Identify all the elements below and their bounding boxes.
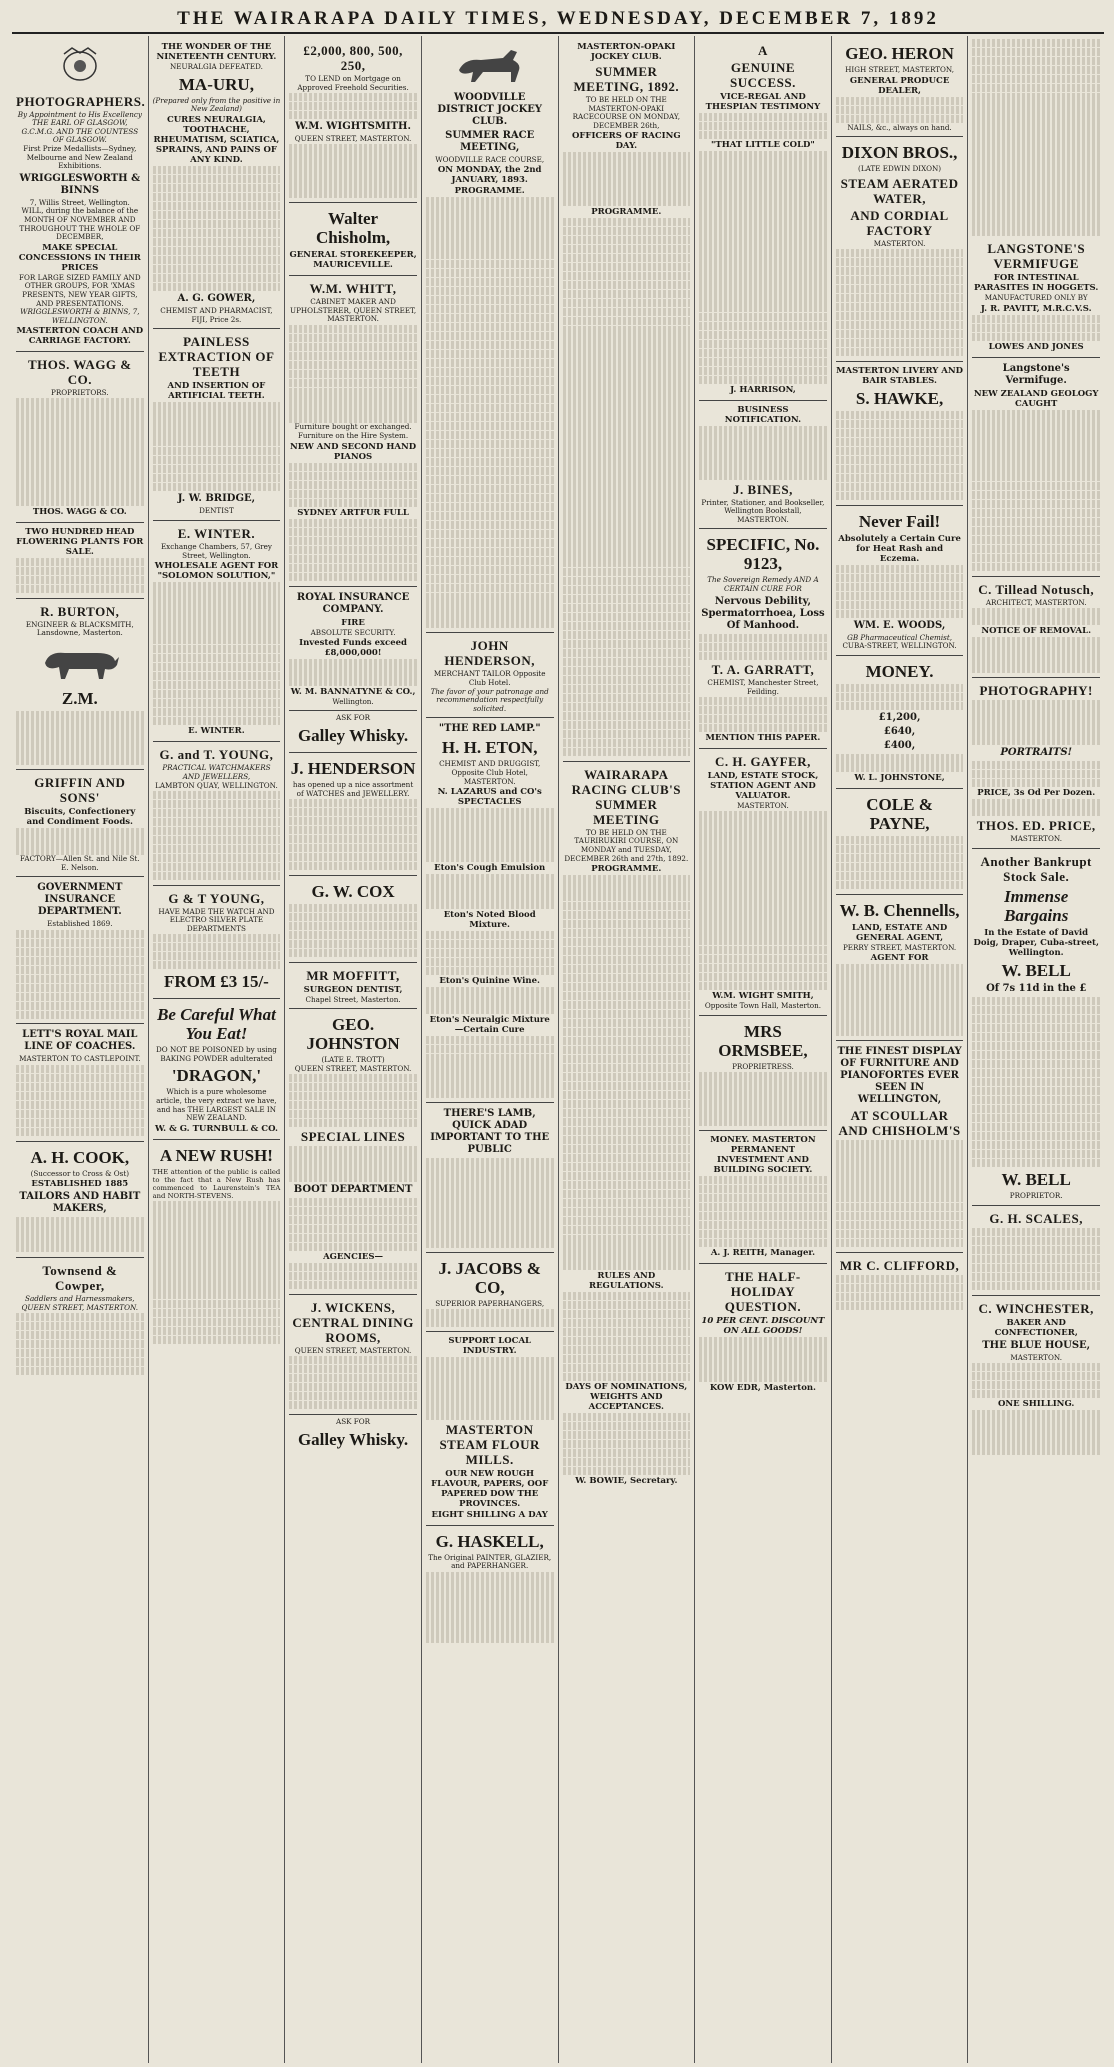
- ad-signature: THOS. WAGG & CO.: [32, 506, 127, 517]
- ad-text: ABSOLUTE SECURITY.: [310, 627, 396, 637]
- ad-langstone: [972, 236, 1100, 358]
- ad-title: A. H. COOK,: [30, 1147, 130, 1167]
- ad-young: [153, 742, 281, 885]
- ad-scales: [972, 1206, 1100, 1296]
- ad-text: Wellington.: [332, 696, 374, 706]
- ad-government-insurance: [16, 877, 144, 1024]
- ad-townsend: [16, 1258, 144, 1380]
- ad-subtitle: AGENT FOR: [870, 953, 929, 964]
- ad-title: AT SCOULLAR AND CHISHOLM'S: [838, 1108, 961, 1139]
- ad-title: TWO HUNDRED HEAD FLOWERING PLANTS FOR SALE.: [16, 526, 144, 557]
- ad-title: G. H. SCALES,: [989, 1210, 1083, 1226]
- ad-subtitle: LAND, ESTATE STOCK, STATION AGENT AND VALUATOR.: [707, 771, 819, 802]
- ad-flour-mills: [426, 1332, 554, 1525]
- ad-subtitle: Eton's Neuralgic Mixture—Certain Cure: [429, 1014, 550, 1035]
- ad-text: Furniture on the Hire System.: [297, 431, 409, 441]
- ad-eton: [426, 718, 554, 1103]
- ad-subtitle: DAYS OF NOMINATIONS, WEIGHTS AND ACCEPTANCES.: [565, 1382, 688, 1413]
- ad-money-lend: [289, 38, 417, 203]
- ad-griffin: [16, 770, 144, 877]
- ad-title: WOODVILLE DISTRICT JOCKEY CLUB.: [437, 91, 543, 127]
- column-6: [695, 36, 832, 2063]
- ad-text: ARCHITECT, MASTERTON.: [985, 597, 1087, 607]
- ad-subtitle: OFFICERS OF RACING DAY.: [571, 131, 681, 152]
- ad-photography: [972, 678, 1100, 849]
- ad-subtitle: WHOLESALE AGENT FOR "SOLOMON SOLUTION,": [154, 561, 279, 582]
- ad-text: The favor of your patronage and recommendation respectfully solicited.: [430, 686, 549, 713]
- ad-money: [836, 656, 964, 789]
- ad-signature: A. G. GOWER,: [177, 292, 256, 304]
- ad-lett-coaches: [16, 1024, 144, 1141]
- column-8: [968, 36, 1104, 2063]
- ad-title: MR C. CLIFFORD,: [839, 1258, 960, 1273]
- ad-title: J. BINES,: [733, 481, 793, 497]
- ad-langstone-testimonials: [972, 358, 1100, 577]
- ad-title: SPECIFIC, No. 9123,: [706, 535, 820, 574]
- ad-specific: [699, 529, 827, 749]
- ad-text: (Prepared only from the positive in New Zealand): [152, 95, 281, 114]
- ad-subtitle: TAILORS AND HABIT MAKERS,: [19, 1191, 141, 1215]
- ad-text: HIGH STREET, MASTERTON,: [845, 65, 955, 74]
- ad-signature: W. & G. TURNBULL & CO.: [154, 1123, 278, 1134]
- ad-cole-payne: [836, 789, 964, 895]
- ad-text: MASTERTON.: [1010, 1352, 1062, 1362]
- ad-text: Chapel Street, Masterton.: [305, 994, 401, 1004]
- ad-text: MANUFACTURED ONLY BY: [984, 293, 1088, 303]
- ad-subtitle: RULES AND REGULATIONS.: [589, 1270, 664, 1291]
- ad-ormsbee: [699, 1016, 827, 1131]
- ad-amount: £1,200,: [878, 712, 921, 724]
- ad-title: G. HASKELL,: [435, 1531, 544, 1551]
- ad-text: WILL, during the balance of the MONTH OF NOVEMBER AND THROUGHOUT THE WHOLE OF DECEMBER,: [19, 206, 141, 242]
- ad-title: MASTERTON STEAM FLOUR MILLS.: [439, 1421, 540, 1467]
- ad-subtitle: GENERAL STOREKEEPER, MAURICEVILLE.: [289, 250, 417, 271]
- ad-title: J. HENDERSON: [290, 758, 416, 778]
- ad-text: LAMBTON QUAY, WELLINGTON.: [155, 780, 278, 790]
- ad-rush: [153, 1140, 281, 1349]
- ad-subtitle: CURES NEURALGIA, TOOTHACHE, RHEUMATISM, SCIATICA, SPRAINS, AND PAINS OF ANY KIND.: [153, 114, 280, 165]
- ad-subtitle: PROGRAMME.: [591, 206, 662, 217]
- ad-text: PERRY STREET, MASTERTON.: [842, 942, 957, 952]
- ad-text: Saddlers and Harnessmakers, QUEEN STREET, MASTERTON.: [21, 1294, 139, 1312]
- ad-wairarapa-racing: [563, 762, 691, 1492]
- ad-subtitle: 10 PER CENT. DISCOUNT ON ALL GOODS!: [701, 1316, 825, 1337]
- ad-subtitle: PROGRAMME.: [591, 864, 662, 875]
- ad-text: FOR LARGE SIZED FAMILY AND OTHER GROUPS, FOR 'XMAS PRESENTS, NEW YEAR GIFTS, AND PRESENTATIONS.: [19, 272, 141, 308]
- ad-title: GEO. JOHNSTON: [306, 1015, 400, 1054]
- ad-subtitle: SYDNEY ARTFUR FULL: [297, 507, 409, 518]
- ad-signature: J. R. PAVITT, M.R.C.V.S.: [980, 303, 1092, 314]
- ad-signature: W. M. BANNATYNE & CO.,: [290, 686, 416, 697]
- ad-signature: WM. E. WOODS,: [853, 619, 946, 631]
- ad-gayfer: [699, 749, 827, 1016]
- ad-subtitle: LOWES AND JONES: [988, 342, 1084, 353]
- ad-text: NAILS, &c., always on hand.: [847, 122, 952, 132]
- ad-title: WAIRARAPA RACING CLUB'S SUMMER MEETING: [571, 766, 682, 827]
- ad-title: Another Bankrupt Stock Sale.: [980, 854, 1092, 885]
- ad-text: PROPRIETORS.: [51, 388, 109, 398]
- ad-subtitle: SUPPORT LOCAL INDUSTRY.: [448, 1336, 532, 1357]
- ad-text: QUEEN STREET, MASTERTON.: [294, 134, 412, 144]
- ad-subtitle: GENERAL PRODUCE DEALER,: [849, 75, 950, 96]
- ad-text: (LATE EDWIN DIXON): [858, 164, 942, 174]
- ad-heron: [836, 38, 964, 137]
- ad-text: GB Pharmaceutical Chemist,: [847, 632, 953, 642]
- ad-subtitle: SURGEON DENTIST,: [303, 984, 403, 995]
- ad-notusch: [972, 577, 1100, 679]
- ad-title: J. JACOBS & CO,: [438, 1259, 541, 1298]
- ad-mauru: [153, 38, 281, 329]
- ad-text: NEURALGIA DEFEATED.: [169, 62, 263, 71]
- ad-title: MONEY. MASTERTON PERMANENT INVESTMENT AND BUILDING SOCIETY.: [710, 1135, 816, 1176]
- ad-title: MONEY.: [865, 662, 934, 682]
- ad-title: GRIFFIN AND SONS': [34, 775, 126, 806]
- ad-title: W. BELL: [1001, 961, 1071, 981]
- ad-galley-whisky-2: [289, 1415, 417, 1456]
- ad-title: THE WONDER OF THE NINETEENTH CENTURY.: [156, 42, 277, 62]
- ad-title: GENUINE SUCCESS.: [730, 60, 796, 90]
- ad-text: QUEEN STREET, MASTERTON.: [294, 1345, 412, 1355]
- ad-text: Opposite Town Hall, Masterton.: [704, 1001, 822, 1011]
- ad-text: 7, Willis Street, Wellington.: [29, 197, 130, 207]
- ad-signature: W. L. JOHNSTONE,: [854, 772, 945, 783]
- ad-title: LANGSTONE'S VERMIFUGE: [987, 241, 1086, 272]
- ad-subtitle: OUR NEW ROUGH FLAVOUR, PAPERS, OOF PAPERED DOW THE PROVINCES.: [431, 1468, 549, 1509]
- ad-price: FROM £3 15/-: [164, 972, 269, 992]
- ad-title: GOVERNMENT INSURANCE DEPARTMENT.: [37, 882, 123, 918]
- ad-title: A: [757, 43, 768, 58]
- ad-subtitle: MASTERTON COACH AND CARRIAGE FACTORY.: [16, 326, 144, 347]
- ad-half-holiday: [699, 1264, 827, 1397]
- ad-title: JOHN HENDERSON,: [444, 638, 535, 669]
- ad-subtitle: AGENCIES—: [323, 1251, 384, 1262]
- column-3: [285, 36, 422, 2063]
- ad-title: BUSINESS NOTIFICATION.: [724, 405, 802, 426]
- ad-subtitle: MAKE SPECIAL CONCESSIONS IN THEIR PRICES: [18, 242, 141, 273]
- ad-text: Which is a pure wholesome article, the very extract we have, and has THE LARGEST SALE IN NEW ZEALAND.: [156, 1087, 277, 1123]
- ad-signature: J. HARRISON,: [730, 385, 796, 396]
- ad-text: ASK FOR: [336, 1416, 371, 1426]
- ad-building-society: [699, 1131, 827, 1264]
- ad-cook: [16, 1142, 144, 1259]
- ad-clifford: [836, 1253, 964, 1315]
- ad-subtitle: NOTICE OF REMOVAL.: [981, 626, 1092, 637]
- ad-text: TO BE HELD ON THE TAURIRUKIRI COURSE, ON MONDAY and TUESDAY, DECEMBER 26th and 27th, 1892.: [564, 827, 689, 863]
- ad-text: CABINET MAKER AND UPHOLSTERER, QUEEN STREET, MASTERTON.: [290, 297, 417, 324]
- ad-text: The Sovereign Remedy AND A CERTAIN CURE FOR: [707, 575, 819, 594]
- ad-title: THE FINEST DISPLAY OF FURNITURE AND PIANOFORTES EVER SEEN IN WELLINGTON,: [837, 1046, 962, 1106]
- ad-subtitle: EIGHT SHILLING A DAY: [431, 1509, 548, 1520]
- ad-bankrupt-stock: [972, 849, 1100, 1206]
- ad-title: Be Careful What You Eat!: [157, 1005, 276, 1044]
- ad-amount: £640,: [883, 726, 916, 738]
- ad-title: H. H. ETON,: [441, 738, 538, 758]
- ad-dragon: [153, 999, 281, 1140]
- ad-never-fail: [836, 506, 964, 657]
- ad-title: THOS. WAGG & CO.: [27, 357, 132, 388]
- ad-subtitle: Eton's Cough Emulsion: [434, 862, 546, 873]
- ad-title: Galley Whisky.: [297, 725, 409, 745]
- ad-text: Exchange Chambers, 57, Grey Street, Wellington.: [160, 542, 272, 560]
- ad-title: Z.M.: [61, 689, 98, 709]
- ad-title: £2,000, 800, 500, 250,: [303, 43, 403, 73]
- ad-plants: [16, 523, 144, 599]
- ad-amount: £400,: [883, 740, 916, 752]
- ad-henderson: [289, 753, 417, 876]
- ad-subtitle: Eton's Noted Blood Mixture.: [443, 909, 536, 930]
- ad-subtitle: NEW ZEALAND GEOLOGY CAUGHT: [973, 389, 1099, 410]
- ad-genuine-success: [699, 38, 827, 401]
- ad-subtitle: "THAT LITTLE COLD": [711, 140, 815, 151]
- ad-title: W. B. Chennells,: [839, 900, 960, 920]
- column-7: [832, 36, 969, 2063]
- ad-title: 'DRAGON,': [171, 1066, 262, 1086]
- ad-title: T. A. GARRATT,: [711, 662, 815, 677]
- ad-chisholm: [289, 203, 417, 276]
- ad-painless: [153, 329, 281, 521]
- ad-subtitle: Absolutely a Certain Cure for Heat Rash and Eczema.: [838, 533, 961, 564]
- ad-text: First Prize Medallists—Sydney, Melbourne and New Zealand Exhibitions.: [23, 143, 137, 171]
- ad-subtitle: Of 7s 11d in the £: [986, 983, 1087, 995]
- ad-wagg: [16, 352, 144, 522]
- masthead: THE WAIRARAPA DAILY TIMES, WEDNESDAY, DECEMBER 7, 1892: [12, 6, 1104, 34]
- ad-title: MASTERTON LIVERY AND BAIR STABLES.: [836, 365, 964, 386]
- ad-text: MASTERTON TO CASTLEPOINT.: [19, 1054, 141, 1064]
- ad-title: A NEW RUSH!: [159, 1145, 273, 1165]
- ad-title: THE HALF-HOLIDAY QUESTION.: [724, 1269, 802, 1315]
- ad-signature: THOS. ED. PRICE,: [976, 818, 1096, 834]
- ad-title: MASTERTON-OPAKI JOCKEY CLUB.: [577, 42, 676, 62]
- ad-title: Galley Whisky.: [297, 1429, 409, 1449]
- ad-signature: WRIGGLESWORTH & BINNS, 7, WELLINGTON.: [20, 307, 140, 325]
- ad-title: ROYAL INSURANCE COMPANY.: [296, 591, 410, 615]
- ad-title: Walter Chisholm,: [315, 209, 391, 248]
- ad-masterton-jockey: [563, 38, 691, 762]
- ad-text: TO LEND on Mortgage on Approved Freehold Securities.: [297, 74, 409, 92]
- royal-crest-icon: [56, 44, 104, 86]
- ad-text: MASTERTON.: [1010, 834, 1062, 844]
- ad-scoullar: [836, 1041, 964, 1253]
- ad-text: ASK FOR: [336, 713, 371, 723]
- ad-subtitle: Eton's Quinine Wine.: [439, 976, 540, 987]
- firm-name: WRIGGLESWORTH & BINNS: [19, 172, 141, 196]
- ad-gty: [153, 886, 281, 1000]
- ad-title: Never Fail!: [858, 511, 941, 531]
- ad-text: (LATE E. TROTT): [321, 1055, 385, 1065]
- ad-title: W. BELL: [1001, 1170, 1071, 1190]
- ad-title: MRS ORMSBEE,: [718, 1022, 808, 1060]
- ad-title: S. HAWKE,: [855, 388, 944, 408]
- ad-text: ENGINEER & BLACKSMITH, Lansdowne, Masterton.: [25, 619, 134, 638]
- ad-text: WOODVILLE RACE COURSE,: [435, 154, 545, 164]
- ad-title: G. and T. YOUNG,: [159, 747, 274, 763]
- ad-title: LETT'S ROYAL MAIL LINE OF COACHES.: [22, 1029, 138, 1053]
- ad-title: MA-URU,: [178, 74, 254, 94]
- ad-text: TO BE HELD ON THE MASTERTON-OPAKI RACECOURSE ON MONDAY, DECEMBER 26th,: [572, 95, 681, 130]
- columns: [12, 36, 1104, 2063]
- ad-subtitle: ESTABLISHED 1885: [31, 1179, 129, 1190]
- ad-text: PROPRIETOR.: [1009, 1191, 1063, 1201]
- ad-subtitle: PRICE, 3s Od Per Dozen.: [977, 788, 1096, 799]
- ad-burton: [16, 599, 144, 771]
- ad-text: CHEMIST AND DRUGGIST, Opposite Club Hotel, MASTERTON.: [439, 759, 541, 786]
- ad-text: CHEMIST, Manchester Street, Feilding.: [707, 678, 819, 696]
- ad-subtitle: Nervous Debility, Spermatorrhoea, Loss Of Manhood.: [701, 595, 825, 631]
- ad-moffitt: [289, 963, 417, 1010]
- ad-haskell: [426, 1526, 554, 1648]
- ad-title: J. WICKENS, CENTRAL DINING ROOMS,: [292, 1299, 414, 1345]
- column-2: [149, 36, 286, 2063]
- ad-cox: [289, 876, 417, 963]
- ad-subtitle: PORTRAITS!: [1000, 746, 1072, 758]
- ad-title: PAINLESS EXTRACTION OF TEETH: [158, 334, 275, 380]
- ad-whitt: [289, 276, 417, 587]
- ad-title: SUMMER MEETING, 1892.: [573, 64, 680, 94]
- ad-text: Established 1869.: [47, 919, 113, 929]
- ad-hawke: [836, 362, 964, 506]
- column-1: [12, 36, 149, 2063]
- ad-subtitle: STEAM AERATED WATER,: [840, 175, 959, 206]
- ad-woodville-jockey: [426, 38, 554, 633]
- horse-illustration-icon: [445, 44, 535, 84]
- ad-subtitle: N. LAZARUS and CO's SPECTACLES: [437, 787, 542, 808]
- ad-subtitle: LAND, ESTATE AND GENERAL AGENT,: [851, 922, 948, 943]
- ad-subtitle: BAKER AND CONFECTIONER,: [994, 1317, 1078, 1338]
- ad-johnston: [289, 1009, 417, 1295]
- ad-bines: [699, 401, 827, 529]
- column-4: [422, 36, 559, 2063]
- ad-text: QUEEN STREET, MASTERTON.: [294, 1063, 412, 1073]
- ad-royal-insurance: [289, 587, 417, 712]
- ad-subtitle: ONE SHILLING.: [998, 1399, 1075, 1410]
- ad-signature: W. BOWIE, Secretary.: [575, 1476, 678, 1487]
- ad-signature: W.M. WIGHT SMITH,: [712, 991, 814, 1002]
- ad-subtitle: "THE RED LAMP.": [438, 723, 541, 735]
- ad-chennells: [836, 895, 964, 1041]
- ad-subtitle: Biscuits, Confectionery and Condiment Foods.: [24, 807, 136, 828]
- ad-subtitle: PROGRAMME.: [454, 186, 525, 197]
- ad-text: PROPRIETRESS.: [732, 1062, 794, 1071]
- ad-title: PHOTOGRAPHY!: [979, 683, 1093, 699]
- ad-text: Furniture bought or exchanged.: [294, 422, 412, 432]
- ad-text: MASTERTON.: [873, 238, 926, 248]
- ad-winchester: [972, 1296, 1100, 1459]
- ad-signature: J. W. BRIDGE,: [177, 493, 256, 505]
- ad-subtitle: Invested Funds exceed £8,000,000!: [299, 638, 407, 659]
- ad-title: E. WINTER.: [177, 526, 256, 541]
- ad-text: The Original PAINTER, GLAZIER, and PAPERHANGER.: [428, 1552, 552, 1571]
- ad-subtitle: FIRE: [341, 617, 365, 628]
- ad-title: Immense Bargains: [1004, 887, 1069, 926]
- ad-signature: W.M. WIGHTSMITH.: [295, 121, 411, 133]
- ad-title: G. W. COX: [311, 881, 395, 901]
- ad-title: C. WINCHESTER,: [978, 1300, 1094, 1316]
- ad-title: Townsend & Cowper,: [42, 1263, 118, 1294]
- bull-illustration-icon: [35, 641, 125, 681]
- ad-title: THERE'S LAMB, QUICK ADAD IMPORTANT TO THE PUBLIC: [430, 1108, 550, 1156]
- ad-title: COLE & PAYNE,: [866, 794, 933, 833]
- ad-text: MASTERTON.: [737, 801, 789, 811]
- ad-john-henderson: [426, 633, 554, 718]
- ad-text: CUBA-STREET, WELLINGTON.: [842, 641, 957, 651]
- ad-dixon: [836, 137, 964, 362]
- ad-important: [426, 1103, 554, 1253]
- ad-text: THE attention of the public is called to the fact that a New Rush has commenced to Laurenstein's TEA and NORTH-STEVENS.: [152, 1167, 281, 1201]
- ad-text: CHEMIST AND PHARMACIST, FIJI, Price 2s.: [160, 305, 273, 324]
- ad-text: Printer, Stationer, and Bookseller, Wellington Bookstall, MASTERTON.: [701, 497, 825, 524]
- ad-signature: A. J. REITH, Manager.: [710, 1248, 816, 1259]
- ad-text: DENTIST: [199, 506, 234, 516]
- ad-text: MERCHANT TAILOR Opposite Club Hotel.: [433, 669, 546, 688]
- ad-title: MR MOFFITT,: [306, 967, 400, 983]
- ad-subtitle: VICE-REGAL AND THESPIAN TESTIMONY: [705, 92, 821, 112]
- ad-subtitle: AND CORDIAL FACTORY: [850, 207, 949, 238]
- ad-title: W.M. WHITT,: [309, 281, 397, 297]
- ad-subtitle: SUMMER RACE MEETING,: [445, 129, 535, 153]
- ad-subtitle: AND INSERTION OF ARTIFICIAL TEETH.: [167, 381, 266, 402]
- ad-subtitle: ON MONDAY, the 2nd JANUARY, 1893.: [437, 165, 542, 186]
- ad-subtitle: MENTION THIS PAPER.: [705, 733, 821, 744]
- ad-subtitle: BOOT DEPARTMENT: [293, 1183, 413, 1195]
- ad-title: G & T YOUNG,: [168, 890, 265, 906]
- ad-text: (Successor to Cross & Ost): [30, 1168, 130, 1178]
- ad-text: By Appointment to His Excellency THE EARL OF GLASGOW, G.C.M.G. AND THE COUNTESS OF GLASGOW.: [17, 109, 142, 145]
- ad-title: DIXON BROS.,: [841, 143, 958, 163]
- ad-text: SUPERIOR PAPERHANGERS,: [435, 1299, 545, 1309]
- column-5: [559, 36, 696, 2063]
- ad-wrigglesworth: [16, 38, 144, 352]
- ad-wickens: [289, 1295, 417, 1415]
- ad-title: PHOTOGRAPHERS.: [16, 93, 146, 109]
- ad-subtitle: FOR INTESTINAL PARASITES IN HOGGETS.: [974, 273, 1099, 294]
- ad-jacobs: [426, 1253, 554, 1332]
- ad-subtitle: PRACTICAL WATCHMAKERS AND JEWELLERS,: [162, 763, 271, 781]
- ad-subtitle: SPECIAL LINES: [300, 1129, 406, 1145]
- ad-signature: E. WINTER.: [188, 726, 245, 737]
- ad-title: GEO. HERON: [845, 44, 954, 63]
- ad-text: DO NOT BE POISONED by using BAKING POWDER adulterated: [156, 1045, 277, 1063]
- ad-text: has opened up a nice assortment of WATCHES and JEWELLERY.: [292, 779, 414, 798]
- ad-text: FACTORY—Allen St. and Nile St. E. Nelson.: [20, 854, 140, 872]
- ad-subtitle: THE BLUE HOUSE,: [982, 1339, 1091, 1351]
- ad-text: HAVE MADE THE WATCH AND ELECTRO SILVER PLATE DEPARTMENTS: [158, 906, 275, 933]
- ad-galley-whisky: [289, 711, 417, 753]
- ad-title: C. Tillead Notusch,: [978, 581, 1095, 597]
- ad-signature: KOW EDR, Masterton.: [709, 1382, 817, 1393]
- ad-title: R. BURTON,: [40, 603, 120, 619]
- ad-subtitle: In the Estate of David Doig, Draper, Cuba-street, Wellington.: [973, 928, 1099, 959]
- ad-winter: [153, 521, 281, 742]
- ad-title: Langstone's Vermifuge.: [1002, 363, 1070, 387]
- ad-title: C. H. GAYFER,: [714, 754, 811, 770]
- ad-subtitle: NEW AND SECOND HAND PIANOS: [290, 441, 417, 462]
